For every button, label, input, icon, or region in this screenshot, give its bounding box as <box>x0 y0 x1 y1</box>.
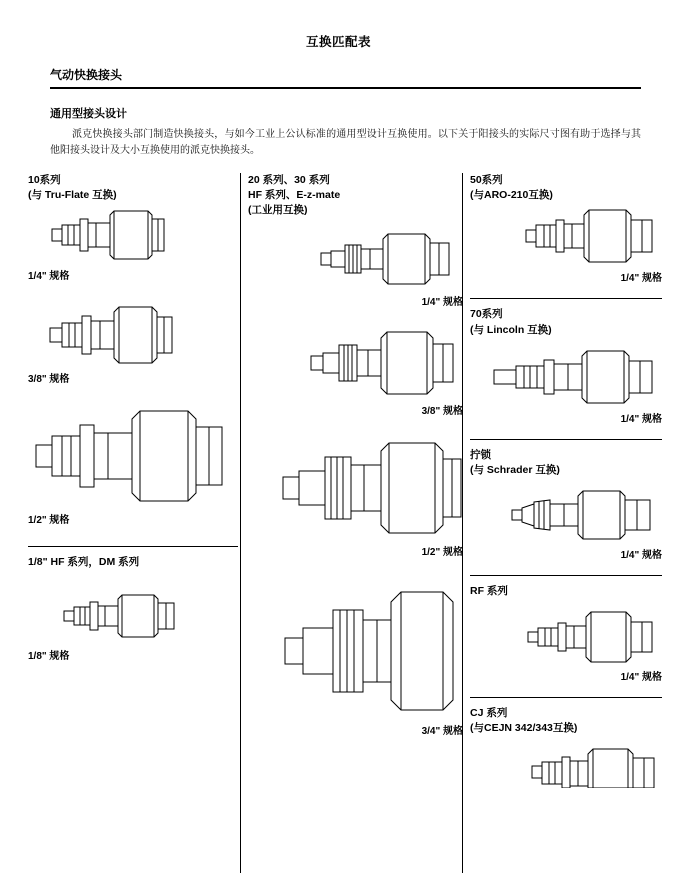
size-label: 1/4" 规格 <box>620 550 662 562</box>
coupler-figure-rf <box>470 608 662 666</box>
column-left <box>28 173 238 668</box>
figure-item <box>470 608 662 683</box>
size-label: 1/4" 规格 <box>620 273 662 285</box>
group-label-70-series: 70系列 (与 Lincoln 互换) <box>470 308 552 336</box>
column-middle <box>248 173 463 743</box>
size-label: 1/4" 规格 <box>620 413 662 425</box>
size-label: 3/8" 规格 <box>28 374 70 386</box>
figure-item <box>470 486 662 561</box>
group-label-10-series: 10系列 (与 Tru-Flate 互换) <box>28 174 117 202</box>
section-heading: 气动快换接头 <box>50 68 123 82</box>
figure-item <box>28 405 238 526</box>
figure-item <box>470 744 662 788</box>
subsection-heading: 通用型接头设计 <box>50 108 127 120</box>
size-label: 1/4" 规格 <box>421 296 463 308</box>
size-label: 1/2" 规格 <box>421 546 463 558</box>
heading-divider <box>50 87 641 89</box>
coupler-figure-18-hf <box>28 587 238 645</box>
coupler-figure-schrader <box>470 486 662 544</box>
size-label: 1/4" 规格 <box>28 271 70 283</box>
coupler-figure-10-threeeighths <box>28 302 238 368</box>
coupler-figure-50 <box>470 205 662 267</box>
group-label-50-series: 50系列 (与ARO-210互换) <box>470 174 553 202</box>
figure-item <box>28 205 238 282</box>
figure-item <box>248 229 463 308</box>
group-label-cj-series: CJ 系列 (与CEJN 342/343互换) <box>470 706 578 734</box>
figure-item <box>248 584 463 737</box>
coupler-figure-cj <box>470 744 662 788</box>
size-label: 3/8" 规格 <box>421 405 463 417</box>
group-label-20-30-hf-ezmate: 20 系列、30 系列 HF 系列、E-z-mate (工业用互换) <box>248 174 341 217</box>
coupler-chart <box>0 173 677 873</box>
figure-item <box>248 437 463 558</box>
size-label: 3/4" 规格 <box>421 725 463 737</box>
coupler-figure-20-threequarters <box>248 584 463 720</box>
coupler-figure-20-quarter <box>248 229 463 291</box>
coupler-figure-10-half <box>28 405 238 509</box>
group-label-rf-series: RF 系列 <box>470 585 508 598</box>
figure-item <box>28 587 238 662</box>
size-label: 1/4" 规格 <box>620 671 662 683</box>
intro-paragraph: 派克快换接头部门制造快换接头，与如今工业上公认标准的通用型设计互换使用。以下关于阳接头的实际尺寸图有助于选择与其他阳接头设计及大小互换使用的派克快换接头。 <box>50 129 641 156</box>
group-label-18-hf-dm: 1/8" HF 系列，DM 系列 <box>28 556 140 569</box>
coupler-figure-20-threeeighths <box>248 328 463 400</box>
coupler-figure-20-half <box>248 437 463 541</box>
column-divider-left <box>240 173 241 873</box>
size-label: 1/2" 规格 <box>28 515 70 527</box>
coupler-figure-10-quarter <box>28 205 238 265</box>
figure-item <box>28 302 238 385</box>
figure-item <box>470 205 662 284</box>
figure-item <box>470 346 662 425</box>
page-title: 互换匹配表 <box>305 35 371 49</box>
size-label: 1/8" 规格 <box>28 650 70 662</box>
column-right <box>470 173 662 794</box>
coupler-figure-70 <box>470 346 662 408</box>
group-label-twist-lock: 拧锁 (与 Schrader 互换) <box>470 448 560 477</box>
figure-item <box>248 328 463 417</box>
